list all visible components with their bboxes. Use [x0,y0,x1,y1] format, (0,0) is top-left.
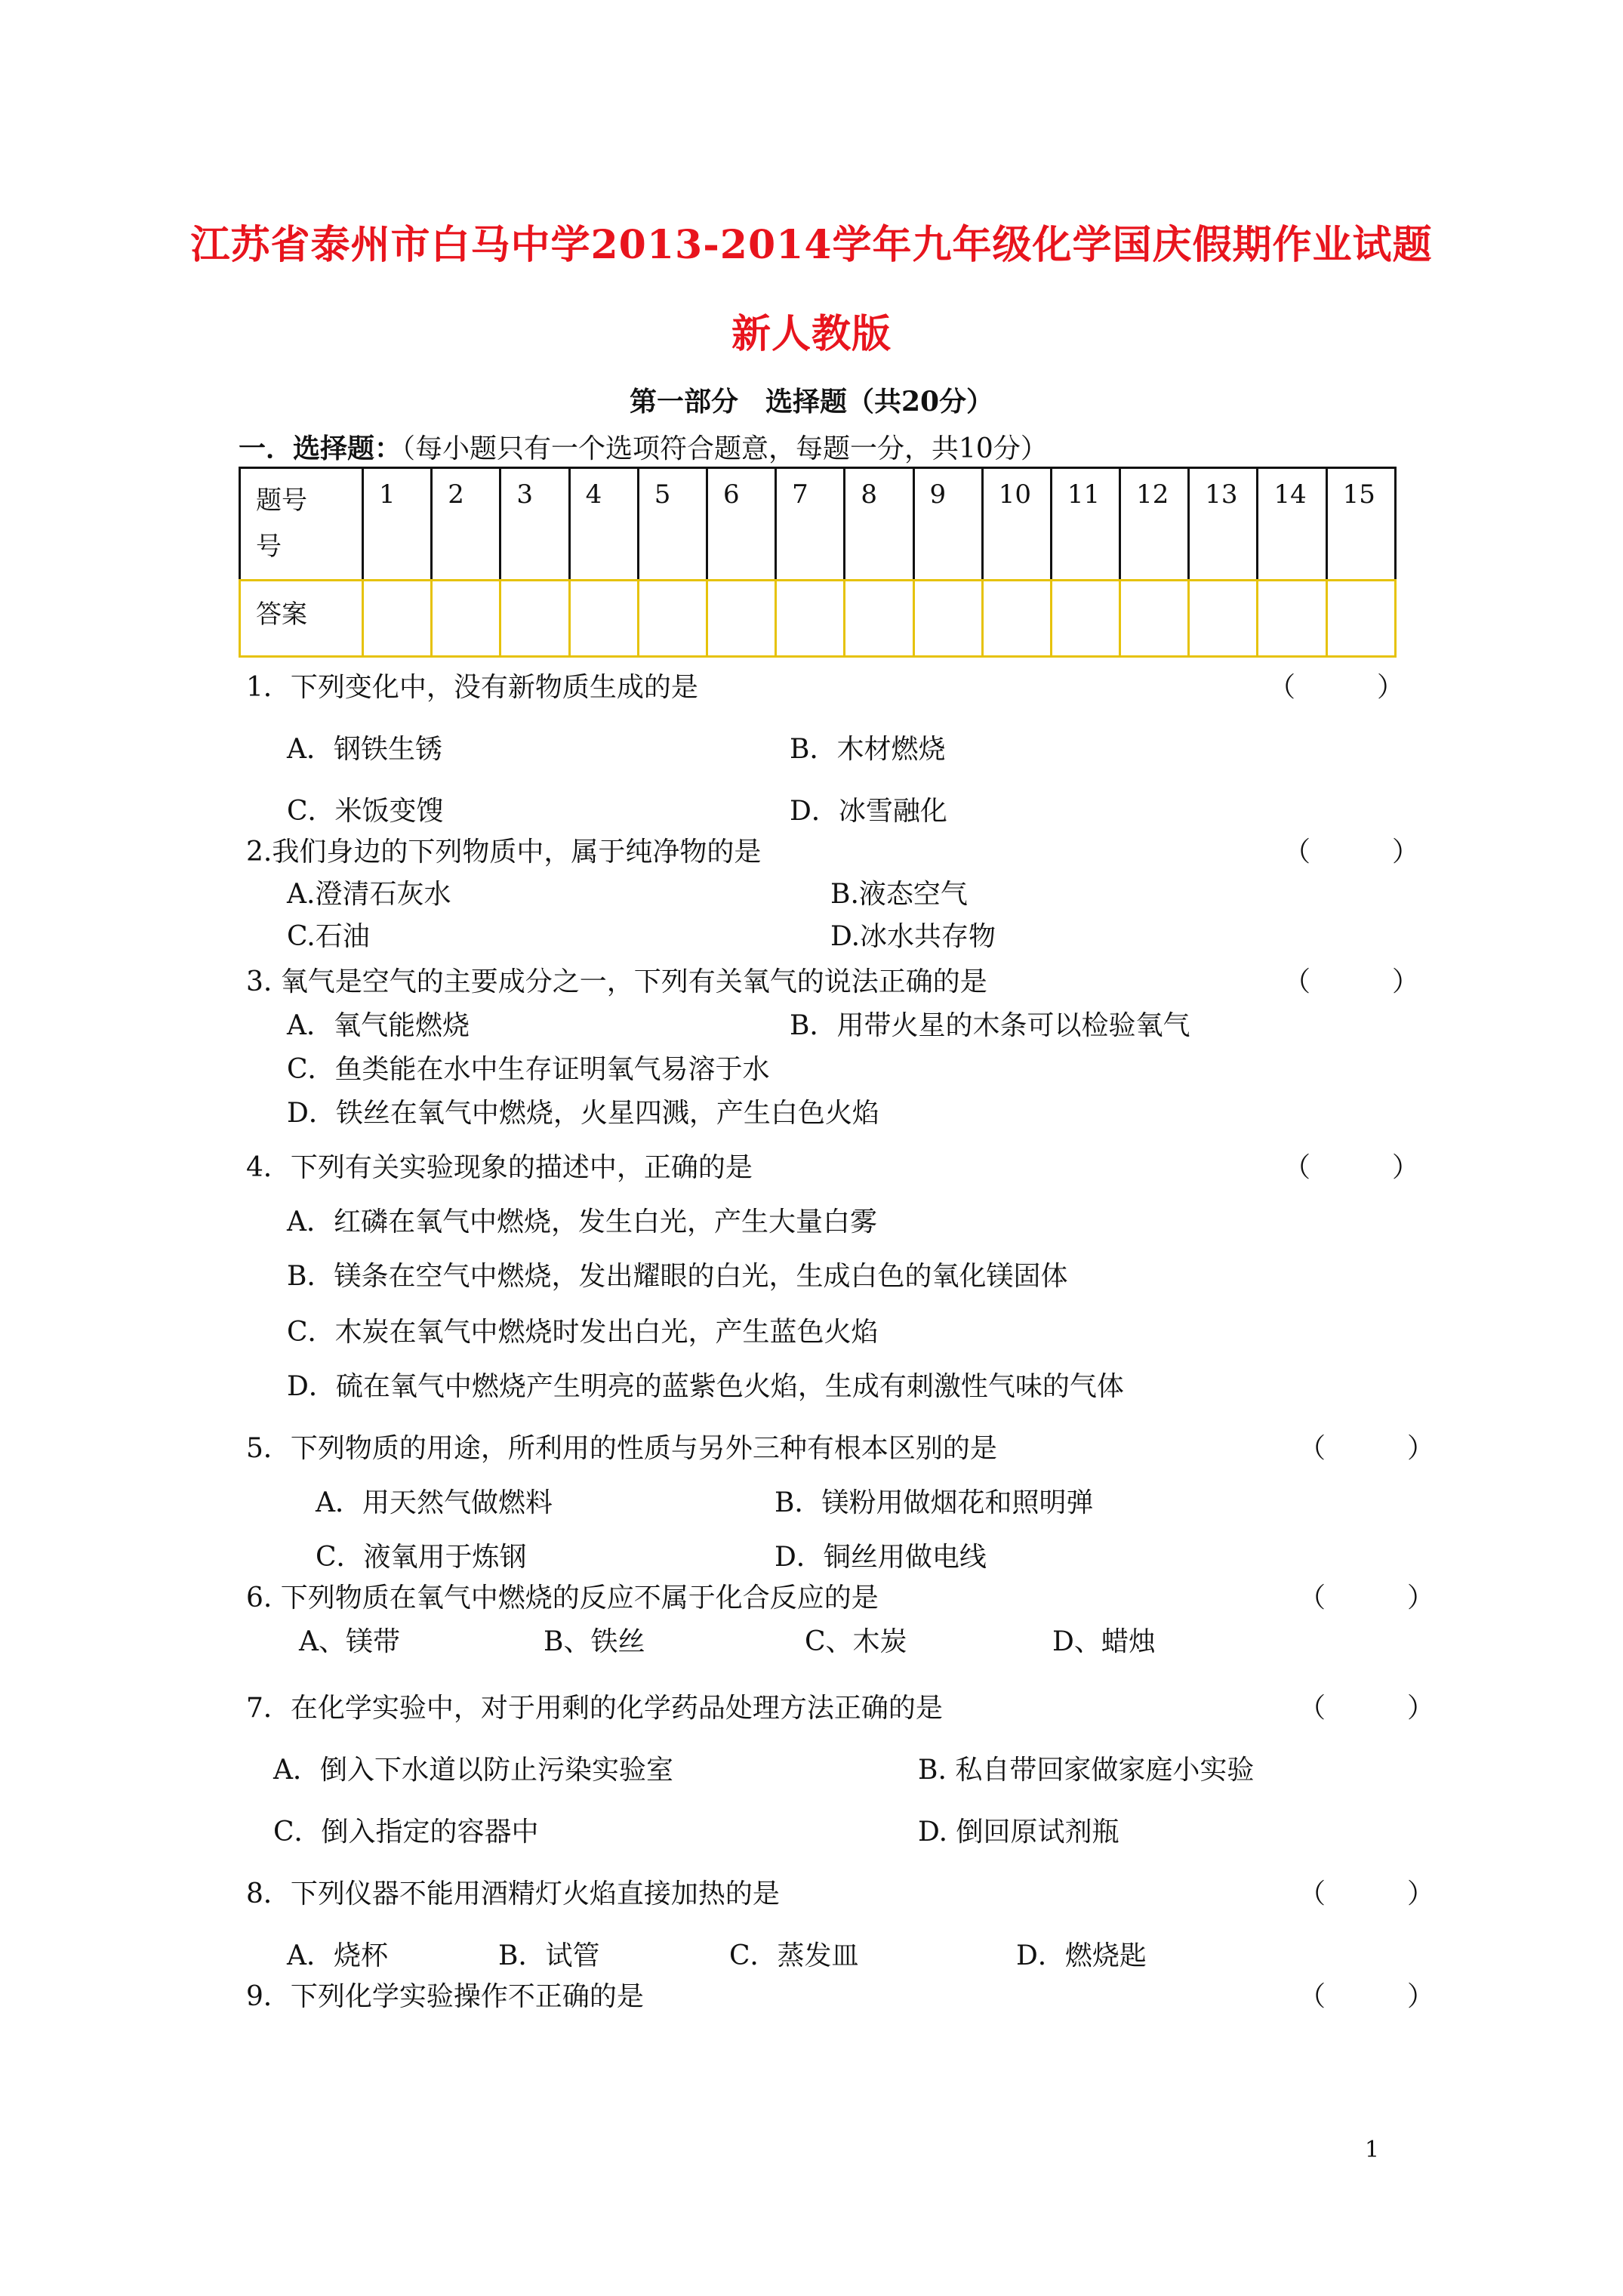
option-c: C．米饭变馊 [287,796,444,827]
answer-cell[interactable] [1326,581,1395,657]
answer-cell[interactable] [982,581,1051,657]
option-a: A．红磷在氧气中燃烧，发生白光，产生大量白雾 [287,1207,877,1237]
answer-paren: （ ） [1283,966,1420,997]
question-3-stem: 3. 氧气是空气的主要成分之一，下列有关氧气的说法正确的是 [246,966,987,997]
answer-cell[interactable] [500,581,569,657]
table-cell-number: 6 [707,468,775,581]
table-cell-number: 10 [982,468,1051,581]
table-cell-number: 5 [638,468,707,581]
option-d: D．铁丝在氧气中燃烧，火星四溅，产生白色火焰 [287,1098,879,1129]
table-cell-number: 7 [776,468,845,581]
answer-paren: （ ） [1298,1878,1435,1909]
question-5-stem: 5．下列物质的用途，所利用的性质与另外三种有根本区别的是 [246,1433,997,1464]
option-d: D．燃烧匙 [1016,1940,1147,1971]
option-b: B.液态空气 [830,879,968,910]
answer-cell[interactable] [432,581,500,657]
option-c: C．木炭在氧气中燃烧时发出白光，产生蓝色火焰 [287,1317,879,1348]
part-header [239,427,1048,466]
table-cell-number: 2 [432,468,500,581]
option-c: C．倒入指定的容器中 [273,1817,539,1848]
table-cell-number: 3 [500,468,569,581]
option-a: A．烧杯 [287,1940,388,1971]
answer-cell[interactable] [707,581,775,657]
answer-cell[interactable] [363,581,432,657]
option-b: B．镁粉用做烟花和照明弹 [775,1487,1094,1518]
answer-cell[interactable] [638,581,707,657]
part-header-note: （每小题只有一个选项符合题意，每题一分，共10分） [402,433,1048,464]
section-title: 第一部分 选择题（共20分） [629,386,994,418]
table-cell-number: 1 [363,468,432,581]
option-c: C、木炭 [805,1626,907,1657]
option-b: B、铁丝 [544,1626,645,1657]
answer-paren: （ ） [1268,672,1405,703]
table-cell-label [240,468,363,581]
option-b: B. 私自带回家做家庭小实验 [918,1755,1255,1786]
answer-table-number-row [240,468,1396,581]
part-header-label: 一．选择题： [239,433,402,464]
option-d: D. 倒回原试剂瓶 [918,1817,1119,1848]
question-6-stem: 6. 下列物质在氧气中燃烧的反应不属于化合反应的是 [246,1583,879,1613]
answer-paren: （ ） [1298,1433,1435,1464]
answer-paren: （ ） [1298,1981,1435,2012]
option-a: A．用天然气做燃料 [316,1487,553,1518]
option-d: D．硫在氧气中燃烧产生明亮的蓝紫色火焰，生成有刺激性气味的气体 [287,1371,1124,1402]
answer-paren: （ ） [1298,1693,1435,1724]
page-number: 1 [1365,2137,1380,2163]
answer-cell[interactable] [913,581,982,657]
question-9-stem: 9．下列化学实验操作不正确的是 [246,1981,644,2012]
answer-paren: （ ） [1283,1152,1420,1183]
option-d: D．铜丝用做电线 [775,1542,987,1573]
option-a: A．倒入下水道以防止污染实验室 [273,1755,673,1786]
row-label-part2: 号 [256,532,282,562]
answer-table [239,467,1397,658]
option-d: D.冰水共存物 [830,921,996,952]
question-7-stem: 7．在化学实验中，对于用剩的化学药品处理方法正确的是 [246,1693,943,1724]
question-2-stem: 2.我们身边的下列物质中，属于纯净物的是 [246,837,762,868]
document-title-line2: 新人教版 [731,311,892,357]
question-4-stem: 4．下列有关实验现象的描述中，正确的是 [246,1152,753,1183]
option-c: C．蒸发皿 [729,1940,859,1971]
table-cell-number: 14 [1258,468,1326,581]
document-title-line1: 江苏省泰州市白马中学2013-2014学年九年级化学国庆假期作业试题 [190,222,1433,268]
answer-cell[interactable] [1120,581,1189,657]
option-d: D．冰雪融化 [790,796,947,827]
option-a: A．钢铁生锈 [287,734,442,765]
table-cell-label: 答案 [240,581,363,657]
answer-cell[interactable] [1258,581,1326,657]
table-cell-number: 9 [913,468,982,581]
option-a: A.澄清石灰水 [287,879,451,910]
option-c: C．液氧用于炼钢 [316,1542,527,1573]
row-label-part1: 题号 [256,485,307,516]
table-cell-number: 13 [1189,468,1258,581]
option-c: C．鱼类能在水中生存证明氧气易溶于水 [287,1054,770,1085]
answer-cell[interactable] [569,581,638,657]
answer-cell[interactable] [1051,581,1119,657]
answer-cell[interactable] [845,581,913,657]
answer-paren: （ ） [1283,837,1420,868]
option-d: D、蜡烛 [1052,1626,1156,1657]
answer-table-answer-row [240,581,1396,657]
table-cell-number: 4 [569,468,638,581]
option-b: B．用带火星的木条可以检验氧气 [790,1010,1190,1041]
answer-cell[interactable] [776,581,845,657]
table-cell-number: 12 [1120,468,1189,581]
answer-paren: （ ） [1298,1583,1435,1613]
table-cell-number: 11 [1051,468,1119,581]
option-c: C.石油 [287,921,370,952]
table-cell-number: 15 [1326,468,1395,581]
question-8-stem: 8．下列仪器不能用酒精灯火焰直接加热的是 [246,1878,780,1909]
option-b: B．木材燃烧 [790,734,946,765]
option-a: A、镁带 [299,1626,400,1657]
option-a: A．氧气能燃烧 [287,1010,470,1041]
option-b: B．镁条在空气中燃烧，发出耀眼的白光，生成白色的氧化镁固体 [287,1261,1068,1292]
question-1-stem: 1．下列变化中，没有新物质生成的是 [246,672,698,703]
option-b: B．试管 [498,1940,600,1971]
answer-cell[interactable] [1189,581,1258,657]
table-cell-number: 8 [845,468,913,581]
